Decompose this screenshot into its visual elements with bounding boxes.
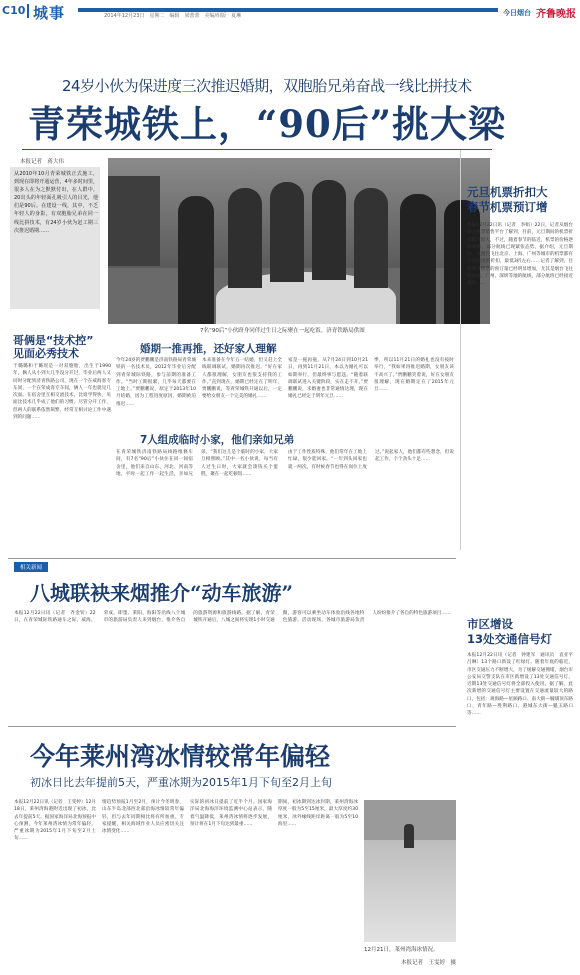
person-silhouette <box>178 196 214 324</box>
sidebar2-body: 本报12月22日讯（记者 钟建军 通讯员 袁亚平 吕琳）13个路口新设了红绿灯。随着年底的临近，市区交通压力不断增大，为了缓解交通拥堵，烟台市公安局交警支队在市区新增设了13处交通信号灯，近期13处交通信号灯将全部投入使用。据了解，此次新增的交通信号灯主要设置在交通流量较大的路口，包括：观海路—星颐路口、南大街—毓璜顶东路口、青年路—胜利路口、港城东大街—魁玉路口等…… <box>467 653 578 717</box>
date-line: 2014年12月23日 星期二 编辑 梁蕾蕾 美编/组版 夏琳 <box>104 13 242 19</box>
photo-figure <box>404 824 414 848</box>
story1-col6-text: 在青荣城铁济南铁路局线路维修车间，有7名“90后”小伙住在同一间宿舍里，他们来自山东、河北、河南等地，平时一起工作一起生活，亲如兄弟。“我们这儿是个临时的小家，大家互相照顾。”其中一名小伙说，每当有人过生日时，大家就会凑钱买个蛋糕，聚在一起吃顿饭…… <box>116 450 278 477</box>
story1-subhead-1: 哥俩是“技术控” 见面必秀技术 <box>13 334 94 360</box>
sidebar1-headline: 元旦机票折扣大 春节机票预订增 <box>467 185 548 214</box>
photo-ice <box>364 840 456 942</box>
header-divider-icon <box>27 4 29 18</box>
sidebar1-body: 本报12月22日讯（记者 李娟）22日，记者从烟台部分机票销售平台了解到，目前，元旦期间的机票折扣幅度较大，不过，随着春节的临近，机票的价格逐渐高涨，部分航线已现紧张态势。据介绍，元旦期间，从烟台飞往北京、上海、广州等城市的机票都有不同程度的折扣，最低3折左右……记者了解到，目前春节机票的预订量已经明显增加，尤其是烟台飞往哈尔滨、广州、深圳等地的航线，部分航班已经接近满员…… <box>467 223 573 287</box>
story1-byline: 本报记者 蒋大伟 <box>20 159 65 165</box>
story1-col4-text: 家是一拖再拖，从7月24日到10月21日，再到11月21日，本以为婚礼可以如期举行，但最终事与愿违。“随着联调联试进入关键阶段，实在走不开。”贾鹏鹏说，未婚妻也非常通情达理，现在婚礼已经定于明年元旦…… <box>288 358 368 400</box>
story3-photo <box>364 800 456 942</box>
story2-body: 本报12月22日讯（记者 齐金钊）22日，在青荣城际铁路通车之际，威海、荣成、即墨、莱阳、海阳等沿线八个城市的旅游局负责人来到烟台，推介各自的旅游资源和旅游线路。据了解，青荣城铁开通后，八城之间将实现1小时交通圈，游客可以乘坐动车体验沿线各地特色旅游。活动现场，各城市旅游局负责人纷纷推介了各自的特色旅游项目…… <box>14 611 451 624</box>
story3-subhead: 初冰日比去年提前5天，严重冰期为2015年1月下旬至2月上旬 <box>30 776 332 789</box>
paper-logo: 齐鲁晚报 <box>536 9 576 20</box>
related-news-tag: 相关新闻 <box>14 562 48 572</box>
story1-col1-text: 于璐璐和于璐瑶是一对双胞胎，出生于1990年，俩人从小到大几乎没分开过，毕业后两人又同时分配到济青铁路公司，现在一个在威海客专车间，一个在荣成客专车间，俩人一年也就见几次面。在宿舍里互相交流技术，比谁学得快，见面比技术几乎成了他们的习惯。尽管分开工作，但两人的联系依然频繁，经常互相讨论工作中遇到的问题…… <box>13 364 111 421</box>
person-silhouette <box>312 180 346 280</box>
story3-photo-credit: 本报记者 王雯婷 摄 <box>400 960 456 966</box>
story3-rule <box>8 726 456 727</box>
person-silhouette <box>228 188 262 288</box>
story1-kicker: 24岁小伙为保进度三次推迟婚期，双胞胎兄弟奋战一线比拼技术 <box>62 77 472 95</box>
story1-subhead-2: 婚期一推再推，还好家人理解 <box>140 343 277 355</box>
person-silhouette <box>270 182 304 282</box>
story1-col3-text: 本来准备在今年五一结婚，但又赶上全线联调联试，婚期再次推迟。“好在家人都很理解，女朋友也很支持我的工作。”直到现在，婚期已经定在了明年，贾鹏鹏说，等青荣城铁开通以后，一定要给女朋友一个完美的婚礼…… <box>202 358 282 400</box>
photo-window <box>108 176 160 266</box>
section-divider <box>8 558 456 559</box>
story3-col2-text: 情趋势预报1月至2月，预计今冬明春，山东半岛北部西北部沿海冰情较常年偏轻，但与去年同期相比将有所加重。专家提醒，相关海域作业人员应密切关注冰情变化…… <box>102 800 184 835</box>
story2-headline: 八城联袂来烟推介“动车旅游” <box>30 581 294 605</box>
story3-photo-caption: 12月21日，莱州湾海冰情况。 <box>364 947 439 953</box>
story1-col5-text: 季，所以11月21日的婚礼也没有按时举行，“我如果再推迟婚期，女朋友该不高兴了。”贾鹏鹏笑着说，好在女朋友很理解，现在婚期定在了2015年元旦…… <box>374 358 454 393</box>
story3-col4-text: 期间，初冰期到达冰封期，莱州湾海冰厚度一般为5至15厘米，最大厚度约30厘米，冰外缘线距岸距离一般为5至10海里…… <box>278 800 358 827</box>
story1-rule <box>22 149 492 150</box>
story1-headline: 青荣城铁上，“90后”挑大梁 <box>28 102 507 146</box>
story1-intro: 从2010年10月青荣城铁正式施工，到现在即将开通运营，4年多时间里，很多人在为之默默付出，在人群中，20出头的年轻面孔吸引人的目光，他们是90后。在建设一线，其中，不乏年轻人的身影，有双胞胎兄弟在同一线比拼技术，有24岁小伙为赶工期三次推迟婚期…… <box>14 171 98 234</box>
story1-photo-caption: 7名“90后”小伙跻身同伴过生日之际聚在一起吃饭。济青铁路局供图 <box>200 328 365 334</box>
story3-headline: 今年莱州湾冰情较常年偏轻 <box>30 742 331 771</box>
sidebar-divider <box>460 150 461 550</box>
story3-col1-text: 本报12月22日讯（记者 王雯婷）12月18日，莱州湾海港附近出现了初冰，比去年提前5天。据国家海洋局北海预报中心预测，今年莱州湾冰情为常年偏轻，严重冰期为2015年1月下旬至2月上旬…… <box>14 800 96 842</box>
story3-col3-text: 实际的初冰日提前了近半个月。国家海洋局北海海洋环境监测中心站表示，随着气温降低，莱州湾冰情将逐步发展，预计将在1月下旬达到最重…… <box>190 800 272 827</box>
section-label: 城事 <box>33 4 66 22</box>
story1-col2-text: 今年24岁的贾鹏鹏是济南铁路局青荣城铁的一名技术员，2012年毕业后分配到青荣城际铁路，参与前期的准备工作。“当时工期很紧，几乎每天都要在工地上。”贾鹏鹏说，原定于2013年10月结婚，因为工程进度原因，婚期被迫推迟…… <box>116 358 196 407</box>
person-silhouette <box>400 194 436 324</box>
person-silhouette <box>354 188 388 288</box>
brand-name: 今日烟台 <box>503 9 531 17</box>
page-number: C10 <box>2 4 26 17</box>
sidebar2-headline: 市区增设 13处交通信号灯 <box>467 617 553 646</box>
story1-col7-text: 由于工作性质特殊，他们常年在工地上忙碌，很少能回家。“一年到头回家也就一两次，有时候春节也得在岗位上度过。”说起家人，他们都有些想念，但说起工作，个个劲头十足…… <box>288 450 454 470</box>
story1-photo <box>108 158 490 324</box>
story1-subhead-3: 7人组成临时小家，他们亲如兄弟 <box>140 434 295 446</box>
